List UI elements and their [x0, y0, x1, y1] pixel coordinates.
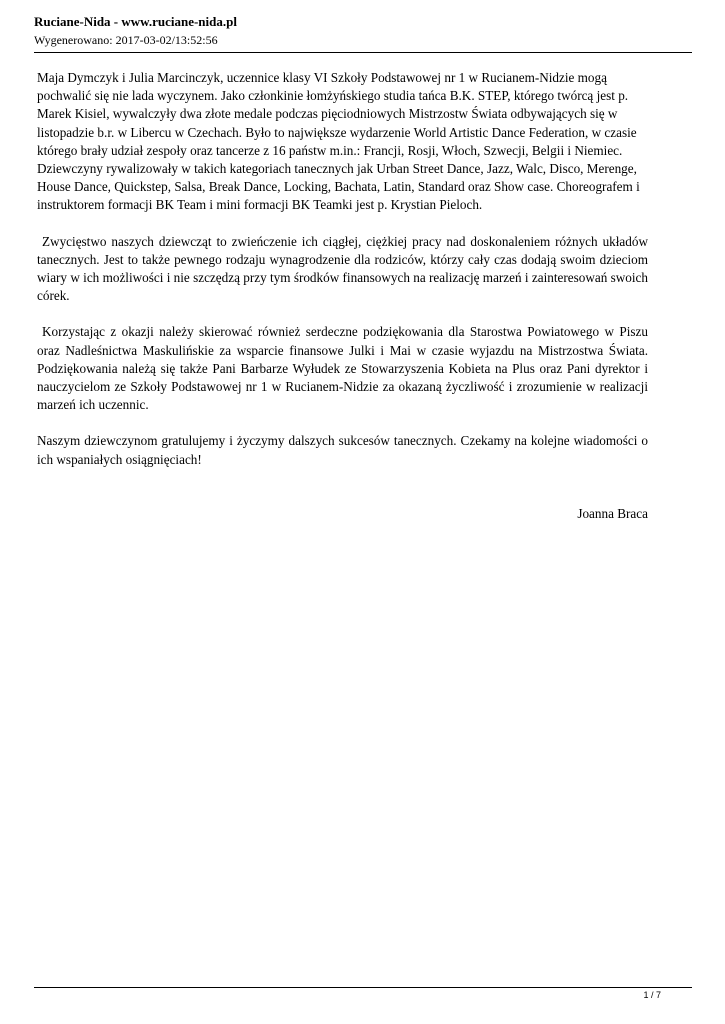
- article-paragraph-3: Korzystając z okazji należy skierować również serdeczne podziękowania dla Starostwa Powiatowego w Piszu oraz Nadleśnictwa Maskulińskie za wsparcie finansowe Julki i Mai w czasie wyjazdu na Mistrzostwa Świata. Podziękowania należą się także Pani Barbarze Wyłudek ze Stowarzyszenia Kobieta na Plus oraz Pani dyrektor i nauczycielom ze Szkoły Podstawowej nr 1 w Rucianem-Nidzie za okazaną życzliwość i zrozumienie w realizacji marzeń ich uczennic.: [37, 324, 648, 413]
- article-signature: Joanna Braca: [577, 505, 648, 521]
- article-body: [37, 69, 648, 541]
- page-number: 1 / 7: [643, 990, 661, 1000]
- footer-divider: [34, 987, 692, 988]
- article-paragraph-2: Zwycięstwo naszych dziewcząt to zwieńczenie ich ciągłej, ciężkiej pracy nad doskonaleniem różnych układów tanecznych. Jest to także pewnego rodzaju wynagrodzenie dla rodziców, którzy cały czas dodają swoim dzieciom wiary w ich możliwości i nie szczędzą przy tym środków finansowych na realizację marzeń i zainteresowań swoich córek.: [37, 233, 648, 304]
- article-paragraph-1: Maja Dymczyk i Julia Marcinczyk, uczennice klasy VI Szkoły Podstawowej nr 1 w Rucianem-Nidzie mogą pochwalić się nie lada wyczynem. Jako członkinie łomżyńskiego studia tańca B.K. STEP, którego twórcą jest p. Marek Kisiel, wywalczyły dwa złote medale podczas pięciodniowych Mistrzostw Świata odbywających się w listopadzie b.r. w Libercu w Czechach. Było to największe wydarzenie World Artistic Dance Federation, w czasie którego brały udział zespoły oraz tancerze z 16 państw m.in.: Francji, Rosji, Włoch, Szwecji, Belgii i Niemiec. Dziewczyny rywalizowały w takich kategoriach tanecznych jak Urban Street Dance, Jazz, Walc, Disco, Merenge, House Dance, Quickstep, Salsa, Break Dance, Locking, Bachata, Latin, Standard oraz Show case. Choreografem i instruktorem formacji BK Team i mini formacji BK Teamki jest p. Krystian Pieloch.: [37, 70, 640, 213]
- article-paragraph-4: Naszym dziewczynom gratulujemy i życzymy dalszych sukcesów tanecznych. Czekamy na kolejne wiadomości o ich wspaniałych osiągnięciach!: [37, 433, 648, 467]
- header-divider: [34, 52, 692, 53]
- generated-timestamp: Wygenerowano: 2017-03-02/13:52:56: [34, 33, 218, 47]
- document-header: [34, 14, 692, 48]
- site-title: Ruciane-Nida - www.ruciane-nida.pl: [34, 14, 237, 29]
